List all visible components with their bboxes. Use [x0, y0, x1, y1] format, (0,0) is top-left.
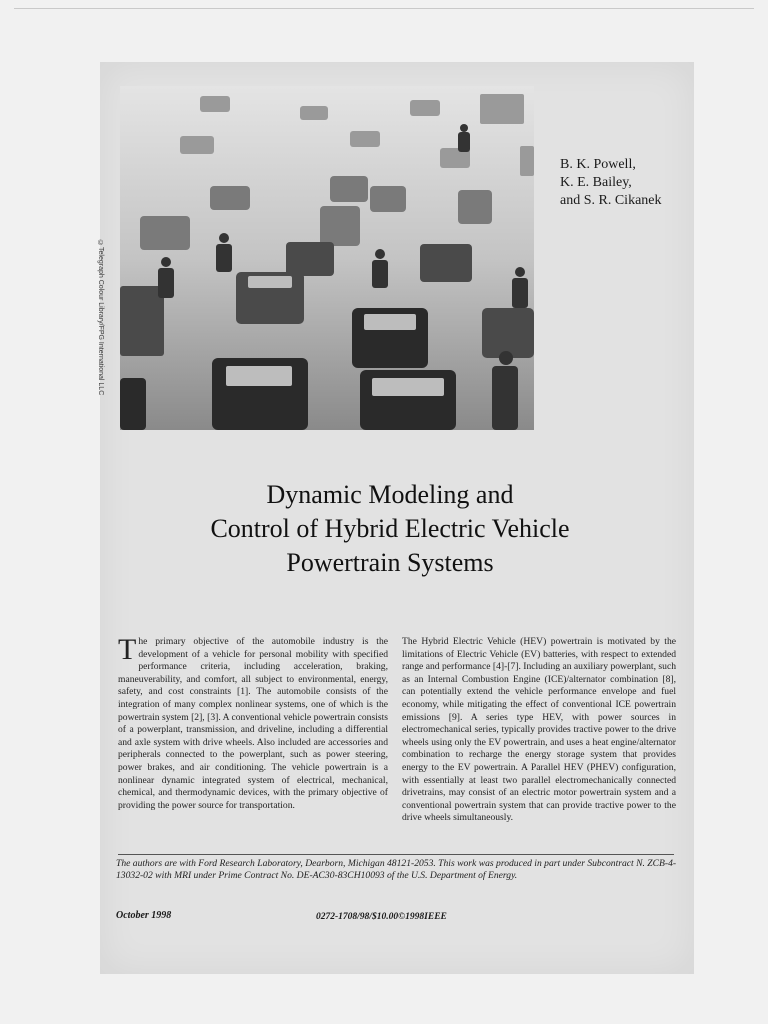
drop-cap: T — [118, 633, 137, 666]
author-list — [560, 156, 662, 210]
author-3: and S. R. Cikanek — [560, 193, 662, 208]
footnote-rule — [118, 854, 674, 855]
issue-date: October 1998 — [116, 910, 172, 921]
author-2: K. E. Bailey, — [560, 175, 632, 190]
traffic-photo — [120, 86, 534, 430]
body-column-left — [118, 633, 388, 812]
body-column-right — [402, 636, 676, 825]
traffic-photo-icon — [120, 86, 534, 430]
title-line-3: Powertrain Systems — [286, 548, 494, 577]
top-rule — [14, 8, 754, 9]
copyright-code: 0272-1708/98/$10.00©1998IEEE — [316, 912, 447, 922]
right-column-text: The Hybrid Electric Vehicle (HEV) powertrain is motivated by the limitations of Electric Vehicle (EV) batteries, with respect to extended range and performance [4]-[7]. Including an auxiliary powerplant, such as an Internal Combustion Engine (ICE)/alternator combination [8], can potentially extend the vehicle performance envelope and fuel economy, while mitigating the effect of conventional ICE powertrain emissions [9]. A series type HEV, with power sources in electromechanical series, typically provides tractive power to the drive wheels using only the EV powertrain, and uses a heat engine/alternator combination to recharge the energy storage system that provides energy to the EV powertrain. A Parallel HEV (PHEV) configuration, with essentially at least two parallel electromechanically connected drivetrains, may consist of an electric motor powertrain system and a conventional powertrain system that can provide tractive power to the drive wheels simultaneously. — [402, 636, 676, 824]
author-footnote: The authors are with Ford Research Laboratory, Dearborn, Michigan 48121-2053. This work was produced in part under Subcontract N. ZCB-4-13032-02 with MRI under Prime Contract No. DE-AC30-83CH10093 of the U.S. Department of Energy. — [116, 858, 677, 881]
title-line-1: Dynamic Modeling and — [266, 480, 514, 509]
author-1: B. K. Powell, — [560, 157, 636, 172]
left-column-text: he primary objective of the automobile industry is the development of a vehicle for personal mobility with specified performance criteria, including acceleration, braking, maneuverability, and comfort, all subject to environmental, energy, safety, and cost constraints [1]. The automobile consists of the integration of many complex nonlinear systems, one of which is the powertrain system [2], [3]. A conventional vehicle powertrain consists of a powerplant, transmission, and driveline, including a differential and axle system with drive wheels. Also included are accessories and peripherals connected to the powerplant, such as power steering, power brakes, and air conditioning. The vehicle powertrain is a nonlinear dynamic integrated system of electrical, mechanical, chemical, and thermodynamic devices, with the primary objective of providing the power source for transportation. — [118, 636, 388, 811]
photo-credit: ©Telegraph Colour Library/FPG International LLC — [97, 240, 104, 396]
paper-title — [140, 478, 640, 580]
title-line-2: Control of Hybrid Electric Vehicle — [210, 514, 570, 543]
